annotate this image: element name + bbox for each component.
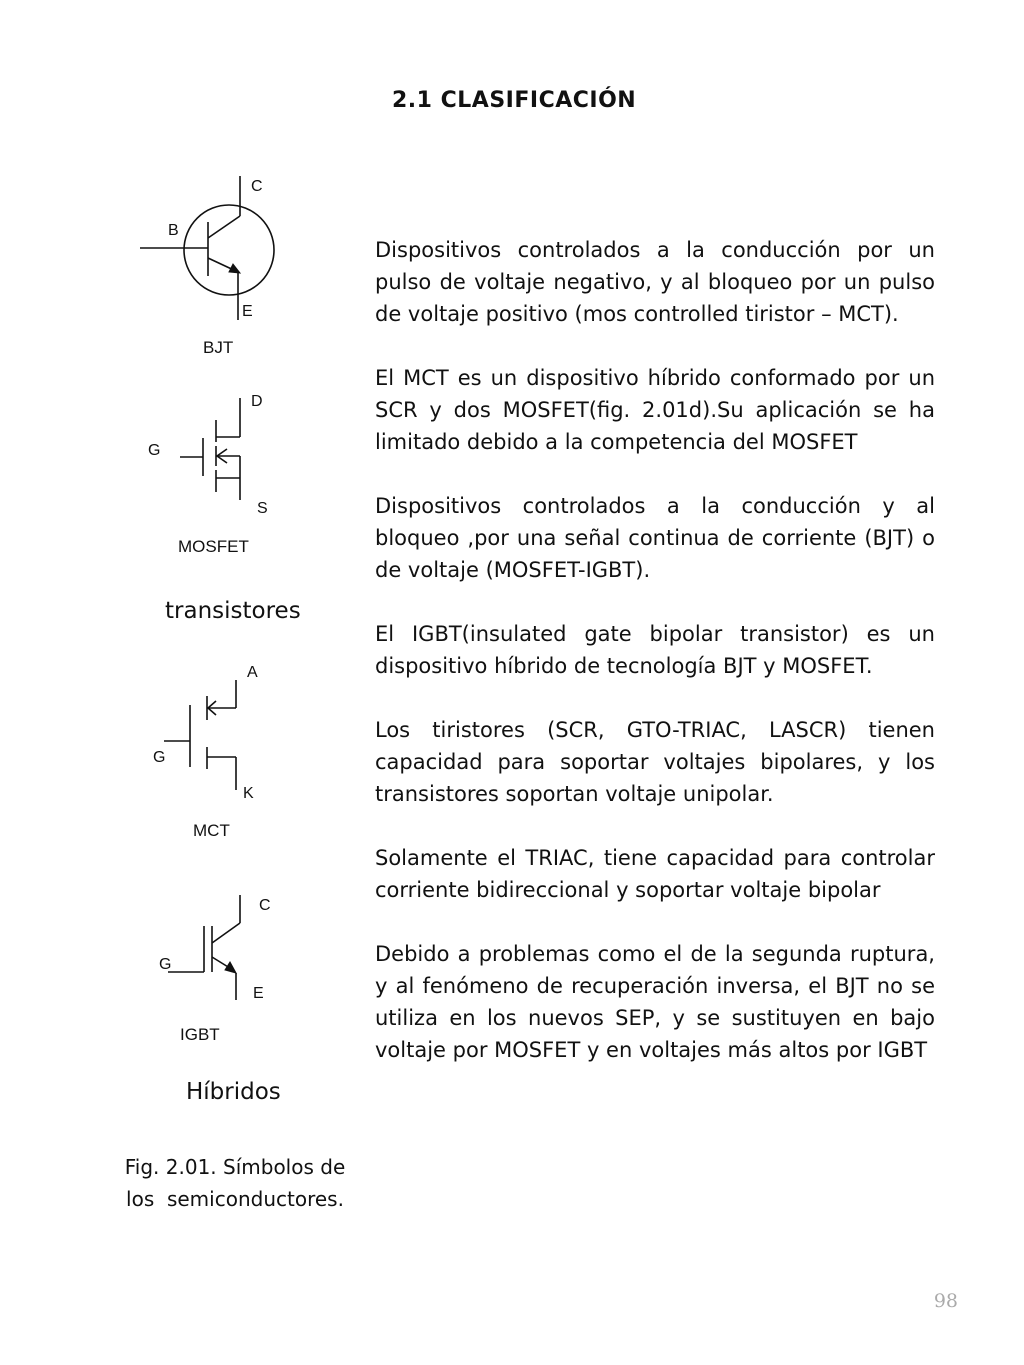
mct-pin-k: K — [243, 785, 254, 802]
group-label-transistores: transistores — [165, 598, 301, 624]
paragraph: Debido a problemas como el de la segunda ruptura, y al fenómeno de recuperación inversa, el BJT no se utiliza en los nuevos SEP, y se sustituyen en bajo voltaje por MOSFET y en voltajes más altos por IGBT — [375, 942, 935, 1062]
mosfet-label: MOSFET — [178, 537, 249, 556]
mosfet-pin-d: D — [251, 393, 263, 410]
paragraph: El IGBT(insulated gate bipolar transistor) es un dispositivo híbrido de tecnología BJT y MOSFET. — [375, 622, 935, 678]
igbt-pin-e: E — [253, 985, 264, 1002]
bjt-pin-b: B — [168, 222, 179, 239]
figure-caption-line-2: los semiconductores. — [126, 1187, 344, 1211]
page-title: 2.1 CLASIFICACIÓN — [392, 88, 637, 113]
paragraph: Dispositivos controlados a la conducción y al bloqueo ,por una señal continua de corriente (BJT) o de voltaje (MOSFET-IGBT). — [375, 494, 935, 582]
mosfet-pin-g: G — [148, 442, 161, 459]
igbt-pin-c: C — [259, 897, 271, 914]
paragraph: Solamente el TRIAC, tiene capacidad para controlar corriente bidireccional y soportar voltaje bipolar — [375, 846, 935, 902]
mct-label: MCT — [193, 821, 230, 840]
paragraph: Los tiristores (SCR, GTO-TRIAC, LASCR) tienen capacidad para soportar voltajes bipolares, y los transistores soportan voltaje unipolar. — [375, 718, 935, 806]
igbt-pin-g: G — [159, 956, 172, 973]
paragraph: Dispositivos controlados a la conducción por un pulso de voltaje negativo, y al bloqueo por un pulso de voltaje positivo (mos controlled tiristor – MCT). — [375, 238, 935, 326]
mosfet-pin-s: S — [257, 500, 268, 517]
group-label-hibridos: Híbridos — [186, 1079, 281, 1105]
mct-pin-g: G — [153, 749, 166, 766]
mct-pin-a: A — [247, 664, 258, 681]
body-text-column — [375, 234, 935, 1066]
paragraph: El MCT es un dispositivo híbrido conformado por un SCR y dos MOSFET(fig. 2.01d).Su aplicación se ha limitado debido a la competencia del MOSFET — [375, 366, 935, 454]
igbt-label: IGBT — [180, 1025, 220, 1044]
bjt-pin-c: C — [251, 178, 263, 195]
igbt-schematic — [0, 0, 400, 1040]
bjt-label: BJT — [203, 338, 234, 357]
page-number: 98 — [933, 1290, 958, 1312]
bjt-pin-e: E — [242, 303, 253, 320]
figure-caption-line-1: Fig. 2.01. Símbolos de — [124, 1155, 346, 1179]
figure-caption — [100, 1151, 370, 1215]
